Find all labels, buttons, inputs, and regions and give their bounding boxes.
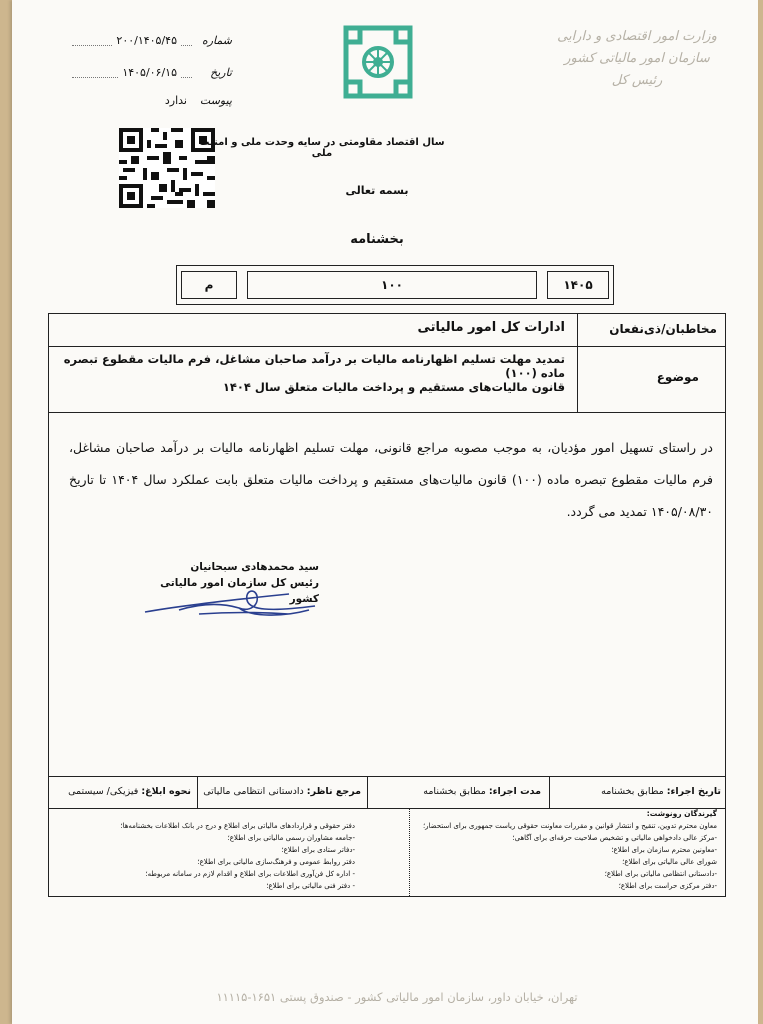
- recipient-item: -مرکز عالی دادخواهی مالیاتی و تشخیص صلاحیت حرفه‌ای برای آگاهی؛: [512, 834, 717, 842]
- recipient-item: - دفتر فنی مالیاتی برای اطلاع؛: [266, 882, 355, 890]
- document-type-title: بخشنامه: [350, 232, 404, 247]
- letter-page: [12, 0, 758, 1024]
- recipients-title: گیرندگان رونوشت:: [646, 809, 717, 818]
- circular-body-text: در راستای تسهیل امور مؤدیان، به موجب مصوبه مراجع قانونی، مهلت تسلیم اظهارنامه مالیات بر درآمد صاحبان مشاغل، فرم مالیات مقطوع تبصره ماده (۱۰۰) قانون مالیات‌های مستقیم و پرداخت مالیات متعلق بابت عملکرد سال ۱۴۰۴ تا تاریخ ۱۴۰۵/۰۸/۳۰ تمدید می گردد.: [69, 440, 713, 519]
- number-label: شماره: [201, 34, 232, 47]
- recipient-item: - اداره کل فن‌آوری اطلاعات برای اطلاع و اقدام لازم در سامانه مربوطه؛: [145, 870, 355, 878]
- recipient-item: -دادستانی انتظامی مالیاتی برای اطلاع؛: [604, 870, 717, 878]
- recipient-item: دفتر روابط عمومی و فرهنگ‌سازی مالیاتی برای اطلاع؛: [197, 858, 355, 866]
- subject-line-1: تمدید مهلت تسلیم اظهارنامه مالیات بر درآمد صاحبان مشاغل، فرم مالیات مقطوع تبصره ماده (۱۰۰): [63, 352, 565, 380]
- signatory-name: سید محمدهادی سبحانیان: [190, 561, 319, 573]
- ministry-line: وزارت امور اقتصادی و دارایی: [557, 29, 717, 44]
- signatory-title: رئیس کل سازمان امور مالیاتی کشور: [160, 577, 319, 605]
- attachment-value: ندارد: [162, 94, 190, 107]
- letter-number-row: [72, 34, 232, 52]
- subject-label: موضوع: [656, 370, 699, 384]
- ministry-header: [552, 26, 722, 92]
- copy-recipients-left: [65, 820, 355, 892]
- recipient-item: شورای عالی مالیاتی برای اطلاع؛: [622, 858, 717, 866]
- letter-date-row: [72, 66, 232, 84]
- execution-duration: مدت اجراء: مطابق بخشنامه: [423, 786, 541, 797]
- date-value: ۱۴۰۵/۰۶/۱۵: [119, 66, 180, 79]
- recipient-item: دفتر حقوقی و قراردادهای مالیاتی برای اطلاع و درج در بانک اطلاعات بخشنامه‌ها؛: [120, 822, 355, 830]
- handwritten-signature: [139, 576, 319, 622]
- recipient-item: -دفتر مرکزی حراست برای اطلاع؛: [618, 882, 717, 890]
- tax-organization-logo: [336, 22, 420, 102]
- notification-method: نحوه ابلاغ: فیزیکی/ سیستمی: [68, 786, 191, 797]
- attachment-row: [72, 94, 232, 112]
- recipient-item: معاون محترم تدوین، تنقیح و انتشار قوانین و مقررات معاونت حقوقی ریاست جمهوری برای استحضار؛: [422, 822, 717, 830]
- execution-date: تاریخ اجراء: مطابق بخشنامه: [601, 786, 721, 797]
- addressees-value: ادارات کل امور مالیاتی: [417, 320, 565, 335]
- ministry-line: سازمان امور مالیاتی کشور: [564, 51, 710, 66]
- recipient-item: -جامعه مشاوران رسمی مالیاتی برای اطلاع؛: [227, 834, 355, 842]
- attachment-label: پیوست: [199, 94, 232, 107]
- ministry-line: رئیس کل: [611, 73, 663, 88]
- circular-body-table: [48, 313, 726, 897]
- organization-address: تهران، خیابان داور، سازمان امور مالیاتی کشور - صندوق پستی ۱۶۵۱-۱۱۱۱۵: [216, 990, 578, 1004]
- circular-year: ۱۴۰۵: [547, 271, 609, 299]
- copy-recipients-right: [417, 808, 717, 892]
- subject-line-2: قانون مالیات‌های مستقیم و پرداخت مالیات متعلق سال ۱۴۰۴: [222, 380, 565, 394]
- addressees-label: مخاطبان/ذی‌نفعان: [609, 322, 717, 336]
- date-label: تاریخ: [210, 66, 232, 79]
- recipient-item: -معاونین محترم سازمان برای اطلاع؛: [611, 846, 717, 854]
- circular-letter: م: [181, 271, 237, 299]
- number-value: ۲۰۰/۱۴۰۵/۴۵: [113, 34, 180, 47]
- year-motto: سال اقتصاد مقاومتی در سایه وحدت ملی و امنیت ملی: [199, 137, 445, 159]
- circular-number-box: [176, 265, 614, 305]
- supervising-authority: مرجع ناظر: دادستانی انتظامی مالیاتی: [203, 786, 361, 797]
- circular-serial: ۱۰۰: [247, 271, 537, 299]
- recipient-item: -دفاتر ستادی برای اطلاع؛: [281, 846, 355, 854]
- bismillah: بسمه تعالی: [345, 184, 409, 197]
